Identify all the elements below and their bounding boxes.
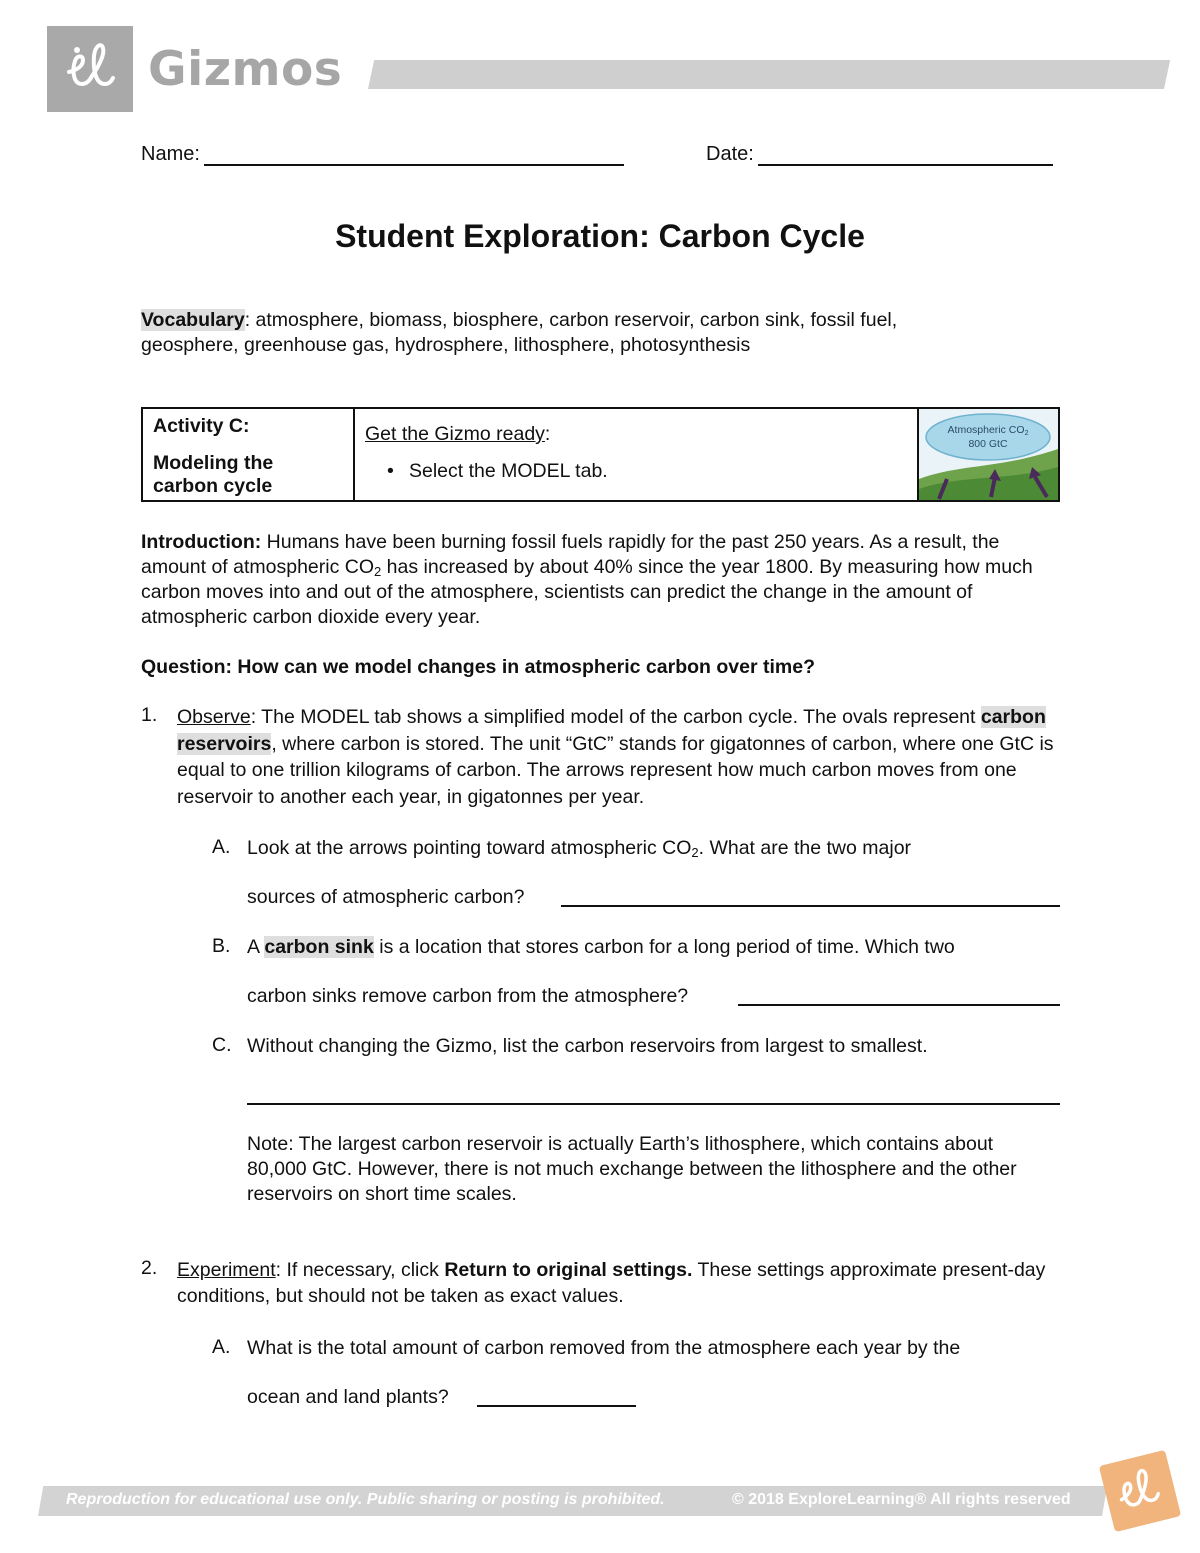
q2-text-a: : If necessary, click	[275, 1259, 445, 1281]
ready-colon: :	[544, 423, 551, 445]
return-to-original-settings: Return to original settings.	[444, 1259, 693, 1281]
q2-number: 2.	[141, 1257, 158, 1279]
q1b-text-b: is a location that stores carbon for a long period of time. Which two	[373, 936, 955, 958]
brand-name: Gizmos	[148, 42, 343, 97]
date-blank[interactable]	[758, 142, 1053, 166]
q1a-letter: A.	[212, 836, 231, 858]
el-logo-icon	[47, 26, 133, 112]
activity-heading-cell	[143, 409, 355, 500]
activity-name: Modeling the carbon cycle	[153, 452, 274, 497]
q1b-prompt: carbon sinks remove carbon from the atmosphere?	[247, 985, 689, 1007]
explorelearning-logo	[47, 26, 133, 112]
q2a-letter: A.	[212, 1336, 231, 1358]
q1b-text	[247, 935, 955, 960]
ready-heading: Get the Gizmo ready	[365, 423, 545, 445]
introduction-label: Introduction:	[141, 531, 262, 553]
q1a-subscript: 2	[691, 845, 699, 860]
name-blank[interactable]	[204, 142, 624, 166]
footer-copyright: © 2018 ExploreLearning® All rights reserved	[732, 1491, 1071, 1508]
footer-logo	[1099, 1450, 1181, 1532]
q1c-answer-blank[interactable]	[247, 1103, 1060, 1105]
date-label: Date:	[706, 143, 754, 165]
q1a-text-b: . What are the two major	[698, 837, 912, 859]
carbon-sink-term: carbon sink	[264, 936, 374, 958]
q2a-answer-blank[interactable]	[477, 1405, 636, 1407]
activity-instructions-cell	[355, 409, 919, 500]
q1-number: 1.	[141, 704, 158, 726]
carbon-reservoirs-term: carbon reservoirs	[177, 706, 1046, 755]
introduction-text-a: Humans have been burning fossil fuels rapidly for the past 250 years. As a result, the amount of atmospheric CO	[141, 531, 1000, 578]
activity-label: Activity C:	[153, 415, 250, 437]
footer-disclaimer: Reproduction for educational use only. Public sharing or posting is prohibited.	[66, 1491, 665, 1508]
q1-text-a: : The MODEL tab shows a simplified model of the carbon cycle. The ovals represent	[250, 706, 981, 728]
introduction	[141, 530, 1066, 630]
q2-text-b: These settings approximate present-day conditions, but should not be taken as exact values.	[177, 1259, 1046, 1307]
q1a-answer-blank[interactable]	[561, 905, 1060, 907]
el-footer-icon	[1099, 1450, 1181, 1532]
q1b-text-a: A	[247, 936, 265, 958]
q1c-text: Without changing the Gizmo, list the carbon reservoirs from largest to smallest.	[247, 1035, 928, 1057]
header-bar	[368, 60, 1170, 89]
atmosphere-thumbnail-image	[919, 409, 1058, 500]
gizmo-thumbnail	[919, 409, 1058, 500]
ready-step	[365, 460, 907, 483]
date-field	[706, 142, 1053, 166]
vocabulary-line2: geosphere, greenhouse gas, hydrosphere, lithosphere, photosynthesis	[141, 334, 751, 356]
q1-text	[177, 704, 1067, 810]
activity-table	[141, 407, 1060, 502]
thumbnail-label-1: Atmospheric CO2	[947, 424, 1029, 437]
name-field	[141, 142, 624, 166]
q1-text-b: , where carbon is stored. The unit “GtC” stands for gigatonnes of carbon, where one GtC is equal to one trillion kilograms of carbon. The arrows represent how much carbon moves from one reservoir to another each year, in gigatonnes per year.	[177, 732, 1054, 808]
q1b-answer-blank[interactable]	[738, 1004, 1060, 1006]
vocabulary-line1: : atmosphere, biomass, biosphere, carbon reservoir, carbon sink, fossil fuel,	[244, 309, 898, 331]
ready-step-text: Select the MODEL tab.	[409, 460, 608, 482]
q1a-text-a: Look at the arrows pointing toward atmospheric CO	[247, 837, 692, 859]
q1a-prompt: sources of atmospheric carbon?	[247, 886, 525, 908]
thumbnail-label-2: 800 GtC	[968, 438, 1008, 450]
q2a-prompt: ocean and land plants?	[247, 1386, 449, 1408]
lithosphere-note: Note: The largest carbon reservoir is actually Earth’s lithosphere, which contains about 80,000 GtC. However, there is not much exchange between the lithosphere and the other reservoirs on short time scales.	[247, 1133, 1017, 1205]
bullet-icon: •	[387, 460, 394, 482]
introduction-text-b: has increased by about 40% since the year 1800. By measuring how much carbon moves into and out of the atmosphere, scientists can predict the change in the amount of atmospheric carbon dioxide every year.	[141, 556, 1033, 628]
q2-text	[177, 1257, 1057, 1309]
vocabulary	[141, 308, 1066, 358]
q2-label: Experiment	[177, 1259, 276, 1281]
guiding-question: Question: How can we model changes in atmospheric carbon over time?	[141, 656, 815, 678]
co2-subscript: 2	[374, 564, 382, 579]
q1c-letter: C.	[212, 1034, 232, 1056]
page-title: Student Exploration: Carbon Cycle	[335, 218, 865, 254]
q2a-text: What is the total amount of carbon removed from the atmosphere each year by the	[247, 1337, 961, 1359]
q1a-text	[247, 836, 911, 861]
name-label: Name:	[141, 143, 200, 165]
vocabulary-label: Vocabulary	[141, 309, 245, 331]
q1-label: Observe	[177, 706, 251, 728]
q1b-letter: B.	[212, 935, 231, 957]
